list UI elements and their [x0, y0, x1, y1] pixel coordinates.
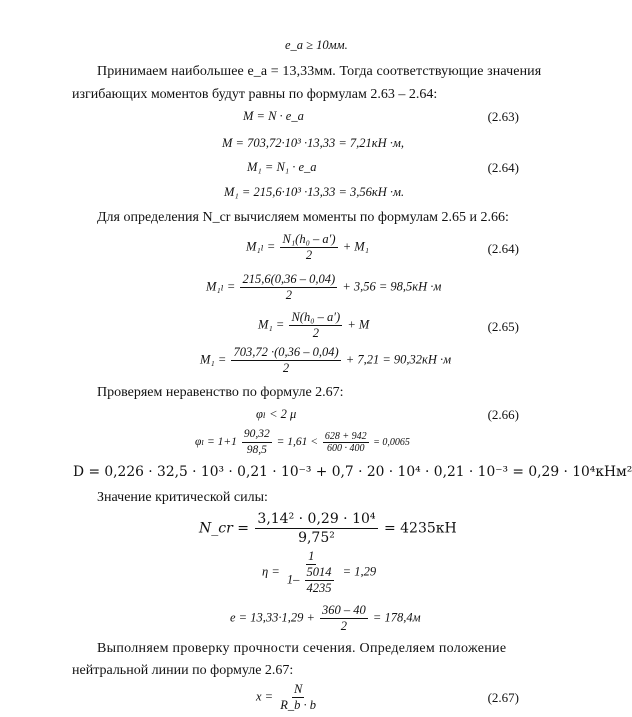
formula-m1l-denominator: 2: [305, 248, 313, 262]
calc-phi-lhs: φₗ = 1+1: [195, 436, 237, 449]
formula-ncr-denominator: 9,75²: [298, 530, 335, 546]
formula-2-67-numerator: N: [293, 682, 303, 696]
eq-number-2-65: (2.65): [487, 319, 519, 334]
formula-m1l-fraction: [280, 232, 337, 263]
calc-phi-fraction-1: [242, 427, 272, 458]
formula-e-denominator: 2: [340, 619, 348, 633]
calc-m1l-numerator: 215,6(0,36 – 0,04): [242, 272, 336, 286]
formula-2-65: [258, 310, 369, 341]
calc-phi-den-2: 600 · 400: [326, 443, 365, 455]
calc-m1-2-lhs: M₁ =: [200, 352, 227, 367]
paragraph-1-line-1: Принимаем наибольшее e_a = 13,33мм. Тогда соответствующие значения: [97, 64, 542, 79]
calc-m1l-fraction: [240, 272, 337, 303]
formula-2-65-fraction: [289, 310, 342, 341]
formula-ncr-lhs: N_cr =: [199, 520, 249, 537]
formula-e-numerator: 360 – 40: [322, 603, 366, 617]
calc-m1-2-numerator: 703,72 ·(0,36 – 0,04): [233, 345, 339, 359]
formula-eta-numerator: 1: [308, 549, 315, 563]
formula-eta-denominator: [285, 565, 338, 596]
formula-eta-inner-fraction: [305, 565, 334, 596]
formula-ncr: [199, 510, 457, 547]
formula-2-65-denominator: 2: [312, 326, 319, 340]
formula-2-67-denominator: R_b · b: [280, 698, 316, 712]
formula-ncr-fraction: [255, 510, 377, 547]
formula-2-65-lhs: M₁ =: [258, 317, 285, 332]
calc-m1l: [206, 272, 441, 303]
calc-m1l-denominator: 2: [285, 288, 292, 302]
paragraph-1-line-2: изгибающих моментов будут равны по формулам 2.63 – 2.64:: [72, 87, 438, 102]
formula-eta-tail: = 1,29: [342, 564, 377, 579]
formula-2-65-numerator: N(h₀ – a′): [291, 310, 341, 324]
paragraph-5-line-1: Выполняем проверку прочности сечения. Определяем положение: [97, 641, 507, 656]
calc-m1l-tail: + 3,56 = 98,5кН ·м: [342, 279, 442, 294]
calc-phi-mid: = 1,61 <: [276, 436, 318, 449]
formula-ncr-tail: = 4235кН: [383, 520, 457, 537]
paragraph-2: Для определения N_cr вычисляем моменты по формулам 2.65 и 2.66:: [97, 210, 509, 225]
formula-eta-fraction: [285, 549, 338, 596]
formula-2-63: M = N · e_a: [243, 109, 304, 123]
formula-2-66: φₗ < 2 μ: [256, 407, 297, 421]
formula-m1l: [246, 232, 369, 263]
calc-phi-tail: = 0,0065: [373, 437, 410, 449]
calc-m1-2: [200, 345, 451, 376]
formula-eta: [262, 549, 376, 596]
calc-m1-2-tail: + 7,21 = 90,32кН ·м: [345, 352, 452, 367]
eq-number-2-64b: (2.64): [487, 241, 519, 256]
formula-e-tail: = 178,4м: [372, 610, 421, 625]
formula-2-67-fraction: [278, 682, 318, 713]
paragraph-5-line-2: нейтральной линии по формуле 2.67:: [72, 663, 294, 678]
calc-m: M = 703,72·10³ ·13,33 = 7,21кН ·м,: [222, 136, 405, 150]
calc-phi-num-2: 628 + 942: [324, 431, 367, 443]
eq-number-2-67: (2.67): [487, 690, 519, 705]
formula-ncr-numerator: 3,14² · 0,29 · 10⁴: [257, 511, 376, 527]
formula-eta-inner-den: 4235: [306, 581, 332, 595]
formula-m1l-tail: + M₁: [342, 239, 370, 254]
stiffness-d: D = 0,226 · 32,5 · 10³ · 0,21 · 10⁻³ + 0,7 · 20 · 10⁴ · 0,21 · 10⁻³ = 0,29 · 10⁴кНм²: [73, 464, 632, 480]
calc-phi: [195, 427, 410, 458]
calc-phi-den-1: 98,5: [246, 444, 267, 456]
calc-m1-2-fraction: [231, 345, 340, 376]
formula-m1l-lhs: M₁ₗ =: [246, 239, 276, 254]
formula-2-65-tail: + M: [347, 317, 370, 332]
calc-phi-num-1: 90,32: [242, 427, 272, 443]
formula-2-67: [256, 682, 320, 713]
eq-number-2-64: (2.64): [487, 160, 519, 175]
formula-e: [230, 603, 421, 634]
formula-e-fraction: [320, 603, 368, 634]
eq-number-2-63: (2.63): [487, 109, 519, 124]
eq-number-2-66: (2.66): [487, 407, 519, 422]
eq-ea-min: e_a ≥ 10мм.: [285, 38, 348, 52]
formula-2-67-lhs: x =: [256, 689, 274, 704]
formula-2-64: M₁ = N₁ · e_a: [247, 160, 317, 174]
formula-eta-lhs: η =: [262, 564, 280, 579]
calc-phi-fraction-2: [323, 431, 369, 454]
calc-m1l-lhs: M₁ₗ =: [206, 279, 236, 294]
calc-m1: M₁ = 215,6·10³ ·13,33 = 3,56кН ·м.: [224, 185, 405, 199]
formula-eta-inner-num: 5014: [306, 565, 332, 579]
formula-e-lhs: e = 13,33·1,29 +: [230, 610, 315, 625]
formula-eta-den-pre: 1–: [286, 572, 300, 587]
calc-m1-2-denominator: 2: [282, 361, 290, 375]
paragraph-3: Проверяем неравенство по формуле 2.67:: [97, 385, 344, 400]
formula-m1l-numerator: N₁(h₀ – a′): [282, 232, 336, 246]
paragraph-4: Значение критической силы:: [97, 490, 268, 505]
